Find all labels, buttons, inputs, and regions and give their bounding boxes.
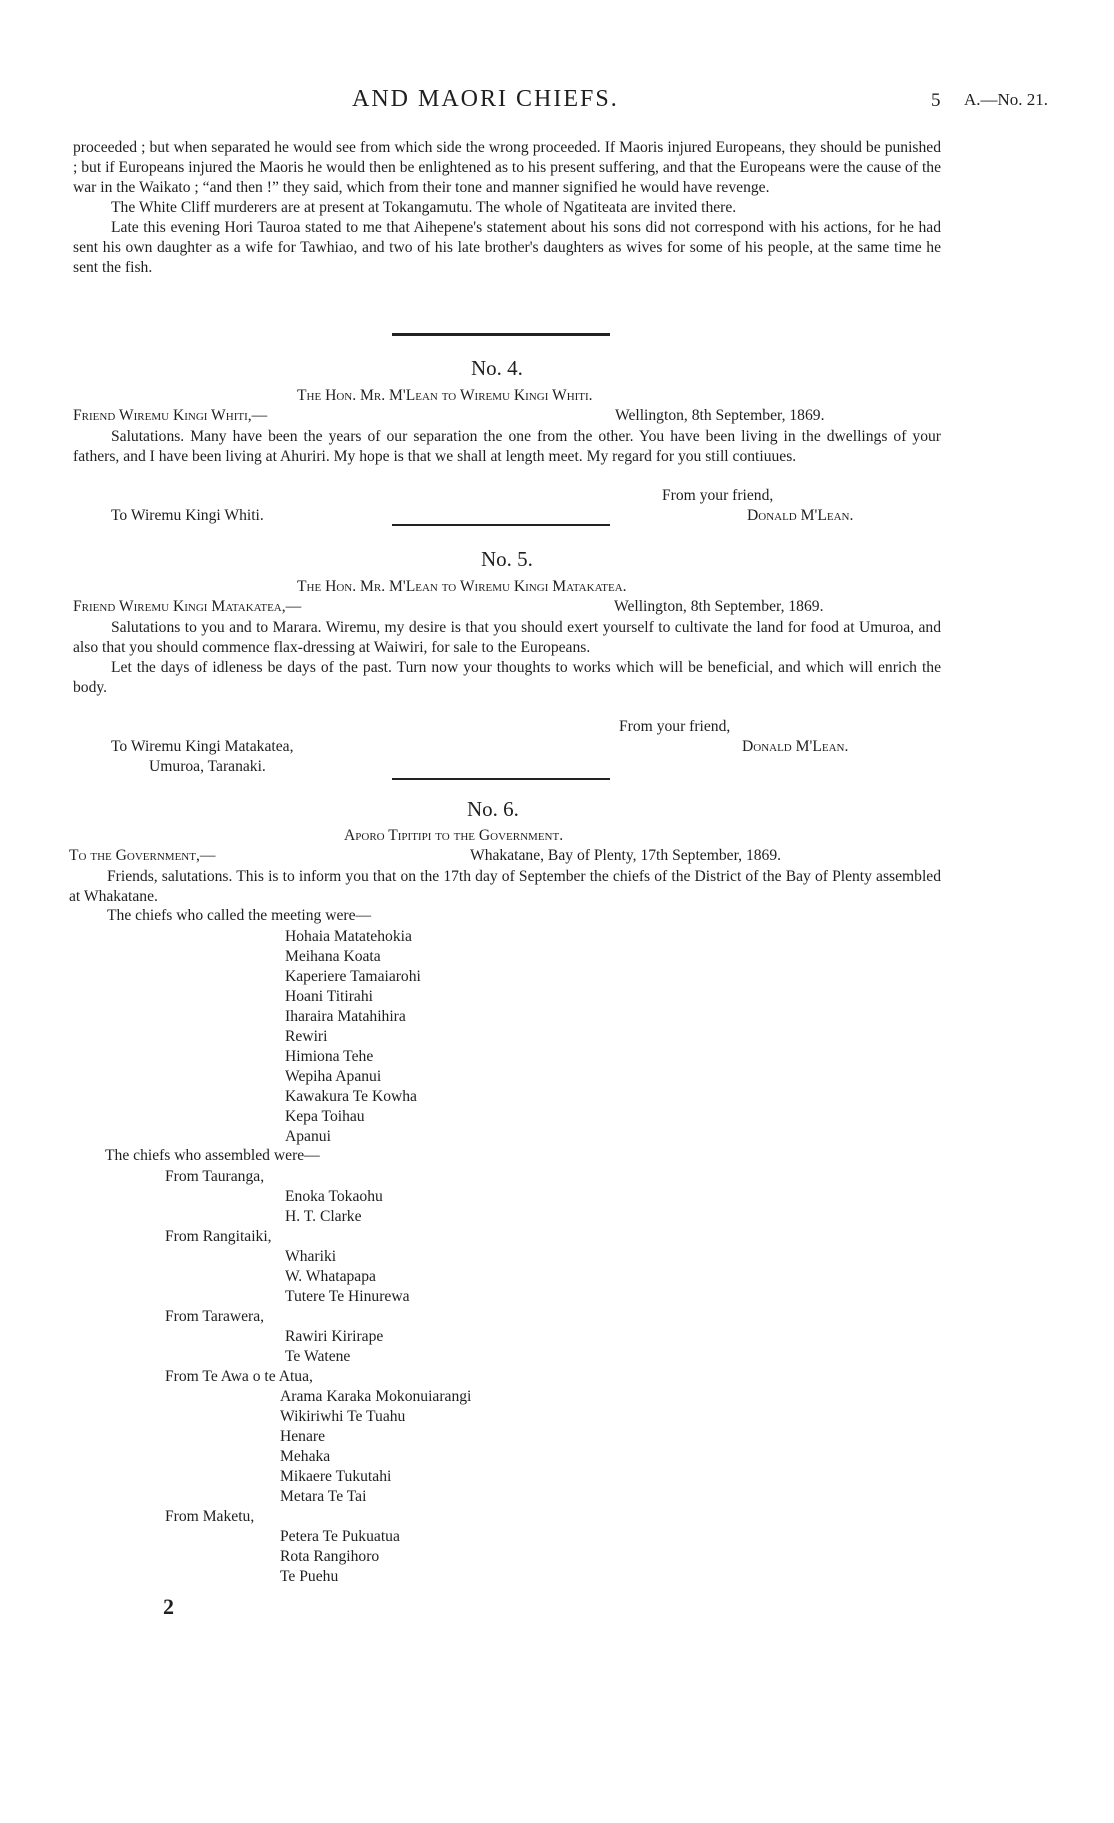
section-divider bbox=[392, 778, 610, 780]
group-from-label: From Tarawera, bbox=[165, 1308, 265, 1325]
chief-name: Meihana Koata bbox=[285, 948, 381, 965]
letter-number: No. 4. bbox=[471, 356, 523, 380]
group-from-label: From Tauranga, bbox=[165, 1168, 265, 1185]
paragraph: The White Cliff murderers are at present at Tokangamutu. The whole of Ngatiteata are invited there. bbox=[111, 199, 737, 216]
letter-signature: Donald M'Lean. bbox=[742, 738, 849, 755]
running-title: AND MAORI CHIEFS. bbox=[352, 86, 619, 112]
group-te-awa-o-te-atua bbox=[165, 1367, 471, 1507]
letter-body: Salutations. Many have been the years of our separation the one from the other. You have been living in the dwellings of your fathers, and I have been living at Ahuriri. My hope is that we shall at length meet. My regard for you still contiuues. bbox=[73, 428, 941, 465]
paragraph: Let the days of idleness be days of the past. Turn now your thoughts to works which will be beneficial, and which will enrich the body. bbox=[73, 659, 941, 696]
letter-salutation: To the Government,— bbox=[69, 847, 216, 864]
paper-reference: A.—No. 21. bbox=[964, 90, 1049, 109]
chief-name: Kaperiere Tamaiarohi bbox=[285, 968, 421, 985]
letter-heading: The Hon. Mr. M'Lean to Wiremu Kingi Matakatea. bbox=[297, 578, 627, 595]
signature-mark: 2 bbox=[163, 1594, 174, 1619]
chief-name: Te Puehu bbox=[280, 1568, 339, 1585]
group-from-label: From Rangitaiki, bbox=[165, 1228, 272, 1245]
letter-salutation: Friend Wiremu Kingi Whiti,— bbox=[73, 407, 268, 424]
chief-name: Petera Te Pukuatua bbox=[280, 1528, 400, 1545]
chief-name: Metara Te Tai bbox=[280, 1488, 367, 1505]
paragraph: Late this evening Hori Tauroa stated to me that Aihepene's statement about his sons did not correspond with his actions, for he had sent his own daughter as a wife for Tawhiao, and two of his late brother's daughters as wives for some of his people, at the same time he sent the fish. bbox=[73, 219, 941, 276]
continuation-text bbox=[73, 138, 941, 278]
letter-body: Friends, salutations. This is to inform you that on the 17th day of September the chiefs of the District of the Bay of Plenty assembled at Whakatane. bbox=[69, 868, 941, 905]
assembled-intro: The chiefs who assembled were— bbox=[105, 1147, 320, 1164]
letter-number: No. 5. bbox=[481, 547, 533, 571]
chief-name: Henare bbox=[280, 1428, 326, 1445]
page-number: 5 bbox=[931, 90, 941, 111]
chief-name: Mikaere Tukutahi bbox=[280, 1468, 392, 1485]
chief-name: Tutere Te Hinurewa bbox=[285, 1288, 410, 1305]
chief-name: Enoka Tokaohu bbox=[285, 1188, 383, 1205]
chief-name: Mehaka bbox=[280, 1448, 331, 1465]
group-from-label: From Maketu, bbox=[165, 1508, 255, 1525]
paragraph: Salutations to you and to Marara. Wiremu, my desire is that you should exert yourself to cultivate the land for food at Umuroa, and also that you should commence flax-dressing at Waiwiri, for sale to the Europeans. bbox=[73, 619, 941, 656]
chief-name: Rewiri bbox=[285, 1028, 328, 1045]
chief-name: Apanui bbox=[285, 1128, 331, 1145]
chief-name: Wepiha Apanui bbox=[285, 1068, 382, 1085]
letter-addressee: To Wiremu Kingi Matakatea, bbox=[111, 738, 294, 755]
letter-closing: From your friend, bbox=[619, 718, 731, 735]
letter-heading: The Hon. Mr. M'Lean to Wiremu Kingi Whiti. bbox=[297, 387, 593, 404]
called-intro: The chiefs who called the meeting were— bbox=[107, 907, 372, 924]
chief-name: Te Watene bbox=[285, 1348, 351, 1365]
paragraph: proceeded ; but when separated he would see from which side the wrong proceeded. If Maoris injured Europeans, they should be punished ; but if Europeans injured the Maoris he would then be enlightened as to his present suffering, and that the Europeans were the cause of the war in the Waikato ; “and then !” they said, which from their tone and manner signified he would have revenge. bbox=[73, 139, 941, 196]
letter-number: No. 6. bbox=[467, 797, 519, 821]
chief-name: Himiona Tehe bbox=[285, 1048, 374, 1065]
chief-name: Iharaira Matahihira bbox=[285, 1008, 406, 1025]
group-tarawera bbox=[165, 1307, 383, 1367]
group-from-label: From Te Awa o te Atua, bbox=[165, 1368, 313, 1385]
chief-name: Hoani Titirahi bbox=[285, 988, 373, 1005]
chief-name: Rota Rangihoro bbox=[280, 1548, 380, 1565]
group-rangitaiki bbox=[165, 1227, 410, 1307]
letter-addressee: To Wiremu Kingi Whiti. bbox=[111, 507, 264, 524]
letter-addressee-place: Umuroa, Taranaki. bbox=[149, 758, 266, 775]
section-divider bbox=[392, 333, 610, 336]
letter-signature: Donald M'Lean. bbox=[747, 507, 854, 524]
letter-place-date: Whakatane, Bay of Plenty, 17th September, 1869. bbox=[470, 847, 782, 864]
letter-closing: From your friend, bbox=[662, 487, 774, 504]
chief-name: Hohaia Matatehokia bbox=[285, 928, 412, 945]
chief-name: Arama Karaka Mokonuiarangi bbox=[280, 1388, 472, 1405]
chief-name: Kepa Toihau bbox=[285, 1108, 365, 1125]
called-chiefs-list bbox=[285, 927, 421, 1147]
chief-name: Rawiri Kirirape bbox=[285, 1328, 384, 1345]
chief-name: Kawakura Te Kowha bbox=[285, 1088, 417, 1105]
section-divider bbox=[392, 524, 610, 526]
letter-salutation: Friend Wiremu Kingi Matakatea,— bbox=[73, 598, 302, 615]
group-tauranga bbox=[165, 1167, 383, 1227]
chief-name: Whariki bbox=[285, 1248, 337, 1265]
letter-body bbox=[73, 618, 941, 698]
chief-name: Wikiriwhi Te Tuahu bbox=[280, 1408, 406, 1425]
letter-heading: Aporo Tipitipi to the Government. bbox=[344, 827, 564, 844]
chief-name: W. Whatapapa bbox=[285, 1268, 376, 1285]
chief-name: H. T. Clarke bbox=[285, 1208, 362, 1225]
group-maketu bbox=[165, 1507, 400, 1587]
letter-place-date: Wellington, 8th September, 1869. bbox=[615, 407, 825, 424]
letter-place-date: Wellington, 8th September, 1869. bbox=[614, 598, 824, 615]
